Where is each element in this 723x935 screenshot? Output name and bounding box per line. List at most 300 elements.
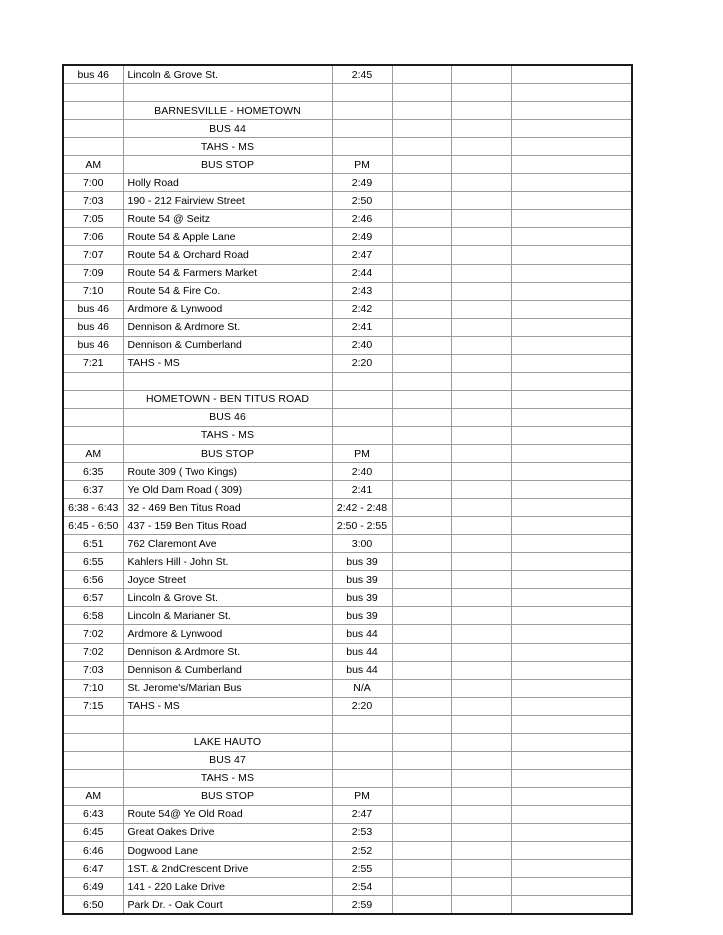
cell-extra-1: [392, 553, 452, 571]
table-row: [63, 84, 632, 102]
cell-am: [63, 120, 123, 138]
cell-pm: 2:41: [332, 318, 392, 336]
table-row: [63, 715, 632, 733]
cell-extra-3: [512, 210, 633, 228]
cell-am: 6:50: [63, 896, 123, 915]
cell-extra-2: [452, 697, 512, 715]
cell-extra-1: [392, 65, 452, 84]
table-row: [63, 823, 632, 841]
table-row: [63, 390, 632, 408]
cell-pm: 2:49: [332, 228, 392, 246]
cell-extra-2: [452, 878, 512, 896]
cell-pm: 3:00: [332, 535, 392, 553]
cell-extra-2: [452, 210, 512, 228]
table-row: [63, 733, 632, 751]
table-row: [63, 210, 632, 228]
cell-pm: 2:20: [332, 354, 392, 372]
cell-extra-3: [512, 733, 633, 751]
table-row: [63, 571, 632, 589]
cell-extra-2: [452, 860, 512, 878]
table-row: [63, 625, 632, 643]
cell-am: bus 46: [63, 300, 123, 318]
cell-am: [63, 769, 123, 787]
cell-extra-3: [512, 499, 633, 517]
cell-bus-stop: BUS 46: [123, 408, 332, 426]
cell-extra-2: [452, 499, 512, 517]
table-row: [63, 300, 632, 318]
cell-pm: 2:46: [332, 210, 392, 228]
cell-bus-stop: [123, 715, 332, 733]
table-row: [63, 264, 632, 282]
cell-extra-2: [452, 715, 512, 733]
table-row: [63, 156, 632, 174]
cell-extra-2: [452, 661, 512, 679]
cell-bus-stop: 762 Claremont Ave: [123, 535, 332, 553]
cell-extra-1: [392, 120, 452, 138]
cell-extra-2: [452, 156, 512, 174]
cell-extra-1: [392, 156, 452, 174]
table-row: [63, 607, 632, 625]
cell-extra-1: [392, 751, 452, 769]
cell-extra-2: [452, 444, 512, 462]
cell-am: [63, 372, 123, 390]
cell-extra-3: [512, 282, 633, 300]
table-row: [63, 336, 632, 354]
cell-extra-3: [512, 463, 633, 481]
cell-bus-stop: Great Oakes Drive: [123, 823, 332, 841]
cell-extra-1: [392, 769, 452, 787]
cell-bus-stop: Route 309 ( Two Kings): [123, 463, 332, 481]
cell-pm: [332, 408, 392, 426]
cell-pm: 2:47: [332, 805, 392, 823]
cell-am: 6:45 - 6:50: [63, 517, 123, 535]
cell-bus-stop: TAHS - MS: [123, 138, 332, 156]
cell-am: 6:57: [63, 589, 123, 607]
cell-extra-3: [512, 769, 633, 787]
cell-extra-3: [512, 300, 633, 318]
schedule-sheet: [62, 64, 631, 915]
cell-am: [63, 408, 123, 426]
table-row: [63, 318, 632, 336]
table-row: [63, 102, 632, 120]
cell-bus-stop: Dennison & Ardmore St.: [123, 318, 332, 336]
cell-extra-1: [392, 210, 452, 228]
cell-pm: [332, 733, 392, 751]
cell-extra-2: [452, 896, 512, 915]
cell-am: 7:10: [63, 282, 123, 300]
table-row: [63, 589, 632, 607]
cell-pm: [332, 390, 392, 408]
cell-extra-1: [392, 408, 452, 426]
cell-pm: [332, 84, 392, 102]
cell-extra-2: [452, 408, 512, 426]
cell-pm: PM: [332, 156, 392, 174]
cell-pm: bus 44: [332, 661, 392, 679]
bus-schedule-table: [62, 64, 633, 915]
cell-am: 6:49: [63, 878, 123, 896]
cell-am: AM: [63, 787, 123, 805]
cell-extra-3: [512, 246, 633, 264]
table-row: [63, 408, 632, 426]
cell-pm: 2:44: [332, 264, 392, 282]
cell-pm: 2:43: [332, 282, 392, 300]
cell-pm: [332, 751, 392, 769]
cell-extra-2: [452, 120, 512, 138]
cell-pm: PM: [332, 444, 392, 462]
cell-pm: bus 39: [332, 607, 392, 625]
cell-extra-1: [392, 878, 452, 896]
cell-am: 6:55: [63, 553, 123, 571]
cell-am: 7:00: [63, 174, 123, 192]
cell-bus-stop: TAHS - MS: [123, 354, 332, 372]
cell-pm: N/A: [332, 679, 392, 697]
cell-extra-2: [452, 733, 512, 751]
table-row: [63, 174, 632, 192]
cell-extra-2: [452, 246, 512, 264]
cell-pm: [332, 120, 392, 138]
table-row: [63, 228, 632, 246]
cell-extra-1: [392, 264, 452, 282]
cell-extra-2: [452, 481, 512, 499]
cell-extra-3: [512, 805, 633, 823]
cell-extra-2: [452, 174, 512, 192]
cell-extra-1: [392, 535, 452, 553]
cell-extra-1: [392, 643, 452, 661]
cell-bus-stop: 141 - 220 Lake Drive: [123, 878, 332, 896]
cell-bus-stop: Kahlers Hill - John St.: [123, 553, 332, 571]
cell-bus-stop: [123, 372, 332, 390]
table-row: [63, 842, 632, 860]
cell-extra-2: [452, 300, 512, 318]
cell-extra-1: [392, 354, 452, 372]
cell-extra-1: [392, 390, 452, 408]
cell-am: 7:03: [63, 661, 123, 679]
table-row: [63, 246, 632, 264]
cell-extra-2: [452, 553, 512, 571]
cell-extra-1: [392, 896, 452, 915]
cell-am: 7:07: [63, 246, 123, 264]
cell-extra-3: [512, 372, 633, 390]
cell-pm: 2:40: [332, 463, 392, 481]
cell-pm: [332, 138, 392, 156]
cell-am: 6:38 - 6:43: [63, 499, 123, 517]
cell-bus-stop: BUS STOP: [123, 156, 332, 174]
table-row: [63, 553, 632, 571]
cell-extra-3: [512, 444, 633, 462]
cell-extra-2: [452, 102, 512, 120]
cell-pm: bus 44: [332, 625, 392, 643]
table-row: [63, 896, 632, 915]
cell-extra-2: [452, 679, 512, 697]
cell-bus-stop: Route 54 & Orchard Road: [123, 246, 332, 264]
cell-extra-2: [452, 264, 512, 282]
cell-extra-3: [512, 625, 633, 643]
cell-extra-3: [512, 860, 633, 878]
cell-extra-2: [452, 751, 512, 769]
cell-pm: 2:42 - 2:48: [332, 499, 392, 517]
cell-extra-1: [392, 589, 452, 607]
cell-extra-3: [512, 896, 633, 915]
cell-am: bus 46: [63, 336, 123, 354]
cell-am: 7:03: [63, 192, 123, 210]
cell-extra-3: [512, 571, 633, 589]
cell-extra-1: [392, 192, 452, 210]
cell-bus-stop: BARNESVILLE - HOMETOWN: [123, 102, 332, 120]
cell-bus-stop: Route 54 & Apple Lane: [123, 228, 332, 246]
cell-pm: [332, 102, 392, 120]
cell-extra-2: [452, 589, 512, 607]
table-row: [63, 138, 632, 156]
cell-pm: 2:49: [332, 174, 392, 192]
cell-am: 6:56: [63, 571, 123, 589]
cell-extra-2: [452, 463, 512, 481]
cell-am: 7:02: [63, 643, 123, 661]
cell-extra-2: [452, 228, 512, 246]
cell-am: 6:43: [63, 805, 123, 823]
cell-extra-1: [392, 444, 452, 462]
cell-extra-2: [452, 643, 512, 661]
cell-extra-2: [452, 372, 512, 390]
cell-bus-stop: Lincoln & Grove St.: [123, 589, 332, 607]
cell-bus-stop: 190 - 212 Fairview Street: [123, 192, 332, 210]
cell-extra-3: [512, 517, 633, 535]
cell-extra-1: [392, 336, 452, 354]
cell-extra-3: [512, 192, 633, 210]
table-row: [63, 697, 632, 715]
cell-extra-3: [512, 679, 633, 697]
cell-bus-stop: Dennison & Ardmore St.: [123, 643, 332, 661]
cell-pm: 2:47: [332, 246, 392, 264]
cell-bus-stop: Lincoln & Grove St.: [123, 65, 332, 84]
cell-extra-1: [392, 661, 452, 679]
cell-pm: bus 39: [332, 589, 392, 607]
cell-bus-stop: [123, 84, 332, 102]
cell-bus-stop: BUS 47: [123, 751, 332, 769]
cell-extra-2: [452, 138, 512, 156]
table-row: [63, 426, 632, 444]
cell-bus-stop: Dogwood Lane: [123, 842, 332, 860]
cell-extra-1: [392, 679, 452, 697]
cell-extra-3: [512, 264, 633, 282]
cell-extra-1: [392, 300, 452, 318]
cell-extra-3: [512, 408, 633, 426]
schedule-body: [63, 65, 632, 914]
table-row: [63, 463, 632, 481]
cell-bus-stop: Holly Road: [123, 174, 332, 192]
cell-extra-3: [512, 354, 633, 372]
cell-extra-2: [452, 571, 512, 589]
cell-extra-1: [392, 823, 452, 841]
cell-extra-3: [512, 715, 633, 733]
cell-extra-2: [452, 787, 512, 805]
cell-am: 6:51: [63, 535, 123, 553]
cell-am: 7:02: [63, 625, 123, 643]
cell-pm: [332, 769, 392, 787]
cell-pm: bus 39: [332, 553, 392, 571]
cell-am: [63, 390, 123, 408]
cell-extra-1: [392, 499, 452, 517]
cell-extra-2: [452, 390, 512, 408]
cell-pm: 2:52: [332, 842, 392, 860]
cell-extra-3: [512, 823, 633, 841]
cell-extra-3: [512, 661, 633, 679]
cell-pm: 2:54: [332, 878, 392, 896]
cell-pm: PM: [332, 787, 392, 805]
cell-pm: bus 39: [332, 571, 392, 589]
cell-bus-stop: Park Dr. - Oak Court: [123, 896, 332, 915]
cell-pm: 2:41: [332, 481, 392, 499]
cell-bus-stop: Route 54 & Fire Co.: [123, 282, 332, 300]
cell-extra-3: [512, 174, 633, 192]
cell-pm: 2:42: [332, 300, 392, 318]
cell-extra-1: [392, 842, 452, 860]
cell-bus-stop: Route 54 & Farmers Market: [123, 264, 332, 282]
cell-extra-2: [452, 318, 512, 336]
cell-extra-2: [452, 517, 512, 535]
cell-extra-2: [452, 192, 512, 210]
cell-am: [63, 715, 123, 733]
cell-extra-2: [452, 805, 512, 823]
cell-extra-3: [512, 65, 633, 84]
cell-am: [63, 84, 123, 102]
cell-extra-3: [512, 535, 633, 553]
cell-extra-2: [452, 625, 512, 643]
cell-extra-2: [452, 65, 512, 84]
cell-extra-3: [512, 697, 633, 715]
cell-pm: [332, 426, 392, 444]
cell-am: 6:35: [63, 463, 123, 481]
cell-extra-3: [512, 336, 633, 354]
cell-extra-2: [452, 426, 512, 444]
cell-bus-stop: 32 - 469 Ben Titus Road: [123, 499, 332, 517]
cell-extra-1: [392, 860, 452, 878]
cell-bus-stop: Route 54@ Ye Old Road: [123, 805, 332, 823]
cell-extra-1: [392, 174, 452, 192]
cell-am: 6:58: [63, 607, 123, 625]
cell-am: 6:37: [63, 481, 123, 499]
cell-pm: 2:40: [332, 336, 392, 354]
table-row: [63, 787, 632, 805]
table-row: [63, 860, 632, 878]
table-row: [63, 120, 632, 138]
cell-am: 7:10: [63, 679, 123, 697]
cell-extra-1: [392, 715, 452, 733]
cell-bus-stop: Ardmore & Lynwood: [123, 300, 332, 318]
cell-extra-3: [512, 481, 633, 499]
cell-am: [63, 733, 123, 751]
table-row: [63, 517, 632, 535]
cell-pm: 2:55: [332, 860, 392, 878]
table-row: [63, 751, 632, 769]
cell-pm: bus 44: [332, 643, 392, 661]
cell-extra-3: [512, 751, 633, 769]
cell-am: 7:21: [63, 354, 123, 372]
cell-extra-3: [512, 156, 633, 174]
cell-pm: 2:45: [332, 65, 392, 84]
cell-bus-stop: Ardmore & Lynwood: [123, 625, 332, 643]
cell-pm: 2:59: [332, 896, 392, 915]
cell-extra-3: [512, 607, 633, 625]
cell-bus-stop: Lincoln & Marianer St.: [123, 607, 332, 625]
cell-extra-2: [452, 282, 512, 300]
cell-extra-3: [512, 120, 633, 138]
cell-am: 7:15: [63, 697, 123, 715]
cell-extra-1: [392, 318, 452, 336]
cell-bus-stop: LAKE HAUTO: [123, 733, 332, 751]
cell-extra-3: [512, 878, 633, 896]
cell-extra-1: [392, 805, 452, 823]
cell-am: 6:47: [63, 860, 123, 878]
cell-extra-1: [392, 102, 452, 120]
cell-extra-1: [392, 228, 452, 246]
cell-am: 6:46: [63, 842, 123, 860]
table-row: [63, 679, 632, 697]
cell-extra-1: [392, 517, 452, 535]
cell-extra-3: [512, 318, 633, 336]
cell-bus-stop: BUS 44: [123, 120, 332, 138]
cell-am: [63, 102, 123, 120]
cell-extra-3: [512, 138, 633, 156]
cell-extra-1: [392, 138, 452, 156]
table-row: [63, 499, 632, 517]
cell-extra-1: [392, 481, 452, 499]
table-row: [63, 805, 632, 823]
cell-am: 7:06: [63, 228, 123, 246]
cell-extra-3: [512, 102, 633, 120]
cell-am: [63, 426, 123, 444]
cell-bus-stop: BUS STOP: [123, 444, 332, 462]
cell-bus-stop: 437 - 159 Ben Titus Road: [123, 517, 332, 535]
cell-bus-stop: St. Jerome's/Marian Bus: [123, 679, 332, 697]
cell-am: [63, 751, 123, 769]
cell-am: AM: [63, 156, 123, 174]
cell-extra-3: [512, 589, 633, 607]
cell-extra-2: [452, 607, 512, 625]
cell-extra-2: [452, 84, 512, 102]
cell-extra-3: [512, 390, 633, 408]
cell-am: bus 46: [63, 65, 123, 84]
cell-bus-stop: HOMETOWN - BEN TITUS ROAD: [123, 390, 332, 408]
cell-extra-1: [392, 571, 452, 589]
table-row: [63, 878, 632, 896]
cell-extra-2: [452, 769, 512, 787]
cell-extra-2: [452, 842, 512, 860]
cell-extra-3: [512, 553, 633, 571]
table-row: [63, 282, 632, 300]
cell-bus-stop: Dennison & Cumberland: [123, 661, 332, 679]
cell-extra-3: [512, 426, 633, 444]
cell-pm: [332, 372, 392, 390]
cell-bus-stop: 1ST. & 2ndCrescent Drive: [123, 860, 332, 878]
cell-extra-1: [392, 697, 452, 715]
cell-bus-stop: TAHS - MS: [123, 769, 332, 787]
cell-bus-stop: Route 54 @ Seitz: [123, 210, 332, 228]
cell-extra-3: [512, 84, 633, 102]
cell-extra-3: [512, 787, 633, 805]
cell-am: [63, 138, 123, 156]
cell-bus-stop: Ye Old Dam Road ( 309): [123, 481, 332, 499]
cell-pm: 2:20: [332, 697, 392, 715]
cell-extra-1: [392, 787, 452, 805]
table-row: [63, 643, 632, 661]
cell-am: 7:09: [63, 264, 123, 282]
cell-extra-3: [512, 643, 633, 661]
cell-pm: 2:50 - 2:55: [332, 517, 392, 535]
cell-extra-1: [392, 625, 452, 643]
cell-bus-stop: TAHS - MS: [123, 426, 332, 444]
cell-extra-1: [392, 463, 452, 481]
table-row: [63, 65, 632, 84]
